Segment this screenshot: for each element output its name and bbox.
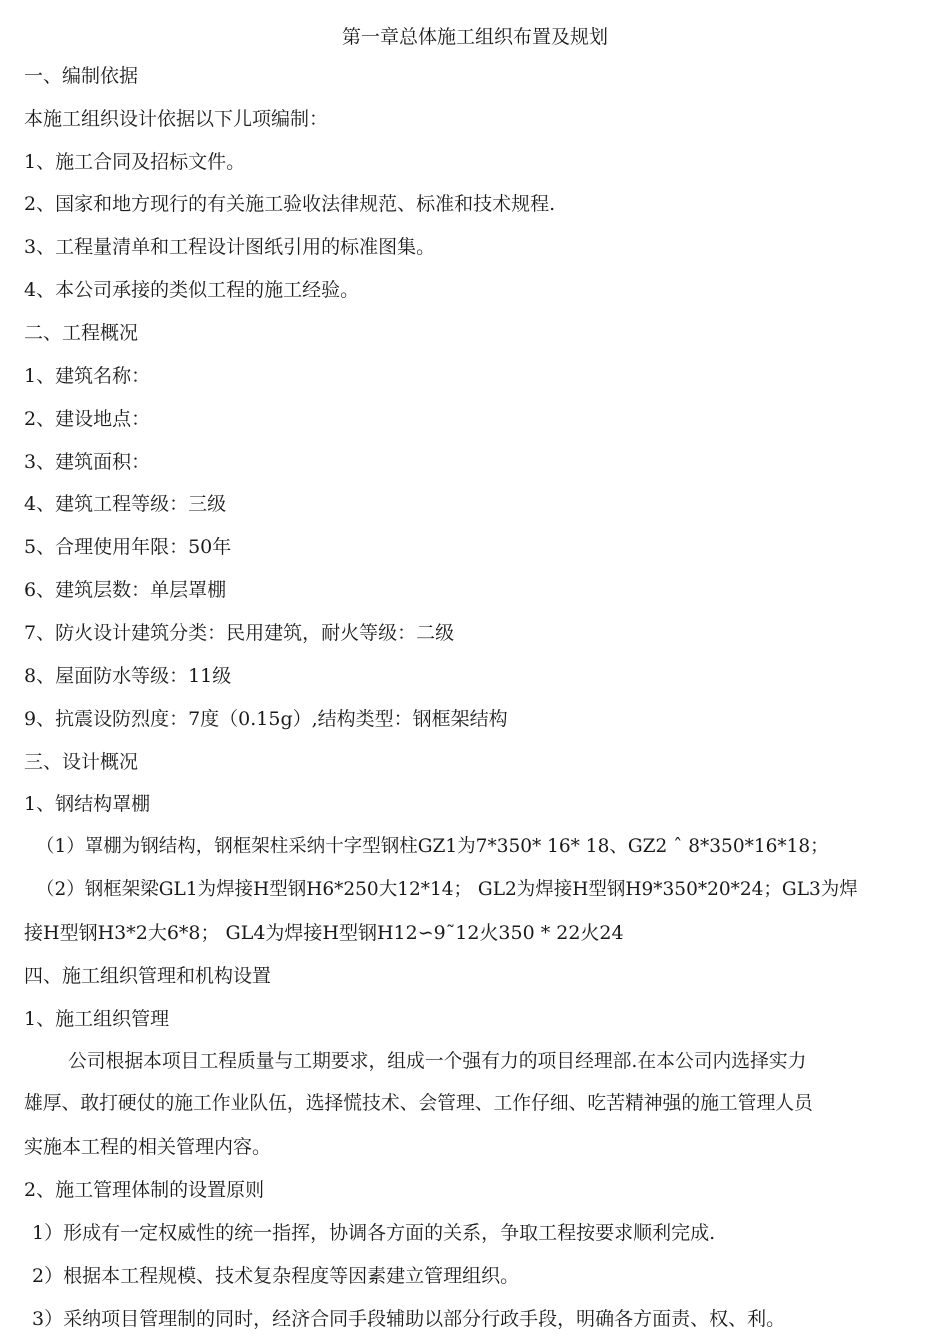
section-heading-basis: 一、编制依据 xyxy=(24,65,139,87)
paragraph-management-1: 公司根据本项目工程质量与工期要求，组成一个强有力的项目经理部.在本公司内选择实力 xyxy=(68,1051,807,1072)
paragraph-management-2: 雄厚、敢打硬仗的施工作业队伍，选择慌技术、会管理、工作仔细、吃苦精神强的施工管理人员 xyxy=(24,1093,813,1114)
list-item-basis-4: 4、本公司承接的类似工程的施工经验。 xyxy=(24,279,360,301)
section-heading-overview: 二、工程概况 xyxy=(24,322,139,344)
list-item-principle-1: 1）形成有一定权威性的统一指挥，协调各方面的关系，争取工程按要求顺利完成. xyxy=(32,1222,716,1244)
list-item-site: 2、建设地点： xyxy=(24,408,151,430)
list-item-waterproof: 8、屋面防水等级：11级 xyxy=(24,665,232,687)
paragraph-steel-beams-cont: 接H型钢H3*2大6*8； GL4为焊接H型钢H12∽9˜12火350 * 22火24 xyxy=(24,922,624,944)
section-heading-organization: 四、施工组织管理和机构设置 xyxy=(24,965,272,987)
subheading-construction-management: 1、施工组织管理 xyxy=(24,1008,170,1030)
paragraph-basis-intro: 本施工组织设计依据以下儿项编制： xyxy=(24,108,329,130)
subheading-steel-canopy: 1、钢结构罩棚 xyxy=(24,793,151,815)
paragraph-management-3: 实施本工程的相关管理内容。 xyxy=(24,1136,272,1158)
list-item-principle-3: 3）采纳项目管理制的同时，经济合同手段辅助以部分行政手段，明确各方面责、权、利。 xyxy=(32,1308,786,1330)
paragraph-steel-columns: （1）罩棚为钢结构，钢框架柱采纳十字型钢柱GZ1为7*350* 16* 18、GZ2 ˆ 8*350*16*18； xyxy=(36,836,829,857)
list-item-building-name: 1、建筑名称： xyxy=(24,365,151,387)
section-heading-design: 三、设计概况 xyxy=(24,751,139,773)
list-item-principle-2: 2）根据本工程规模、技术复杂程度等因素建立管理组织。 xyxy=(32,1265,520,1287)
subheading-management-principles: 2、施工管理体制的设置原则 xyxy=(24,1179,265,1201)
list-item-seismic: 9、抗震设防烈度：7度（0.15g）,结构类型：钢框架结构 xyxy=(24,708,508,730)
list-item-basis-3: 3、工程量清单和工程设计图纸引用的标准图集。 xyxy=(24,236,436,258)
paragraph-steel-beams: （2）钢框架梁GL1为焊接H型钢H6*250大12*14； GL2为焊接H型钢H9*350*20*24；GL3为焊 xyxy=(36,879,858,900)
list-item-fire-rating: 7、防火设计建筑分类：民用建筑，耐火等级：二级 xyxy=(24,622,455,644)
list-item-floors: 6、建筑层数：单层罩棚 xyxy=(24,579,227,601)
chapter-title: 第一章总体施工组织布置及规划 xyxy=(341,26,608,48)
list-item-grade: 4、建筑工程等级：三级 xyxy=(24,493,227,515)
list-item-basis-2: 2、国家和地方现行的有关施工验收法律规范、标准和技术规程. xyxy=(24,193,556,215)
list-item-service-life: 5、合理使用年限：50年 xyxy=(24,536,232,558)
list-item-basis-1: 1、施工合同及招标文件。 xyxy=(24,151,246,173)
list-item-area: 3、建筑面积： xyxy=(24,451,151,473)
